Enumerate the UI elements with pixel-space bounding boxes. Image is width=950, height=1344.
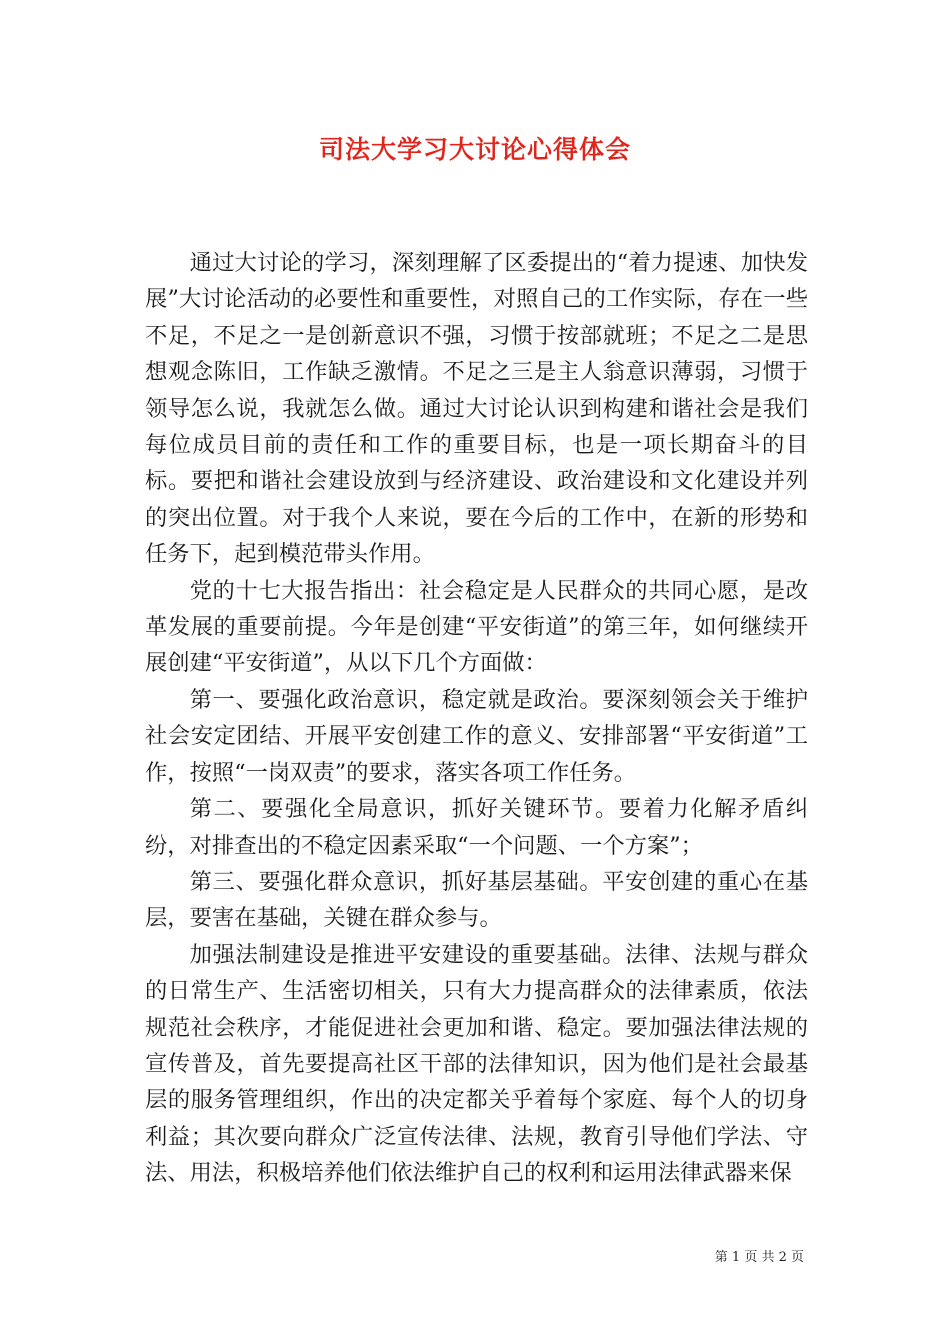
paragraph-2: 党的十七大报告指出：社会稳定是人民群众的共同心愿，是改革发展的重要前提。今年是创建“平安街道”的第三年，如何继续开展创建“平安街道”，从以下几个方面做： bbox=[145, 577, 808, 677]
paragraph-5: 第三、要强化群众意识，抓好基层基础。平安创建的重心在基层，要害在基础，关键在群众参与。 bbox=[145, 868, 808, 932]
document-body bbox=[145, 245, 808, 1192]
page-number: 第 1 页 共 2 页 bbox=[714, 1250, 804, 1265]
paragraph-3: 第一、要强化政治意识，稳定就是政治。要深刻领会关于维护社会安定团结、开展平安创建工作的意义、安排部署“平安街道”工作，按照“一岗双责”的要求，落实各项工作任务。 bbox=[145, 686, 808, 786]
paragraph-1: 通过大讨论的学习，深刻理解了区委提出的“着力提速、加快发展”大讨论活动的必要性和重要性，对照自己的工作实际，存在一些不足，不足之一是创新意识不强，习惯于按部就班；不足之二是思想观念陈旧，工作缺乏激情。不足之三是主人翁意识薄弱，习惯于领导怎么说，我就怎么做。通过大讨论认识到构建和谐社会是我们每位成员目前的责任和工作的重要目标，也是一项长期奋斗的目标。要把和谐社会建设放到与经济建设、政治建设和文化建设并列的突出位置。对于我个人来说，要在今后的工作中，在新的形势和任务下，起到模范带头作用。 bbox=[145, 250, 808, 568]
document-title: 司法大学习大讨论心得体会 bbox=[318, 135, 631, 164]
paragraph-4: 第二、要强化全局意识，抓好关键环节。要着力化解矛盾纠纷，对排查出的不稳定因素采取“一个问题、一个方案”； bbox=[145, 796, 808, 859]
paragraph-6: 加强法制建设是推进平安建设的重要基础。法律、法规与群众的日常生产、生活密切相关，只有大力提高群众的法律素质，依法规范社会秩序，才能促进社会更加和谐、稳定。要加强法律法规的宣传普及，首先要提高社区干部的法律知识，因为他们是社会最基层的服务管理组织，作出的决定都关乎着每个家庭、每个人的切身利益；其次要向群众广泛宣传法律、法规，教育引导他们学法、守法、用法，积极培养他们依法维护自己的权利和运用法律武器来保 bbox=[145, 941, 808, 1187]
